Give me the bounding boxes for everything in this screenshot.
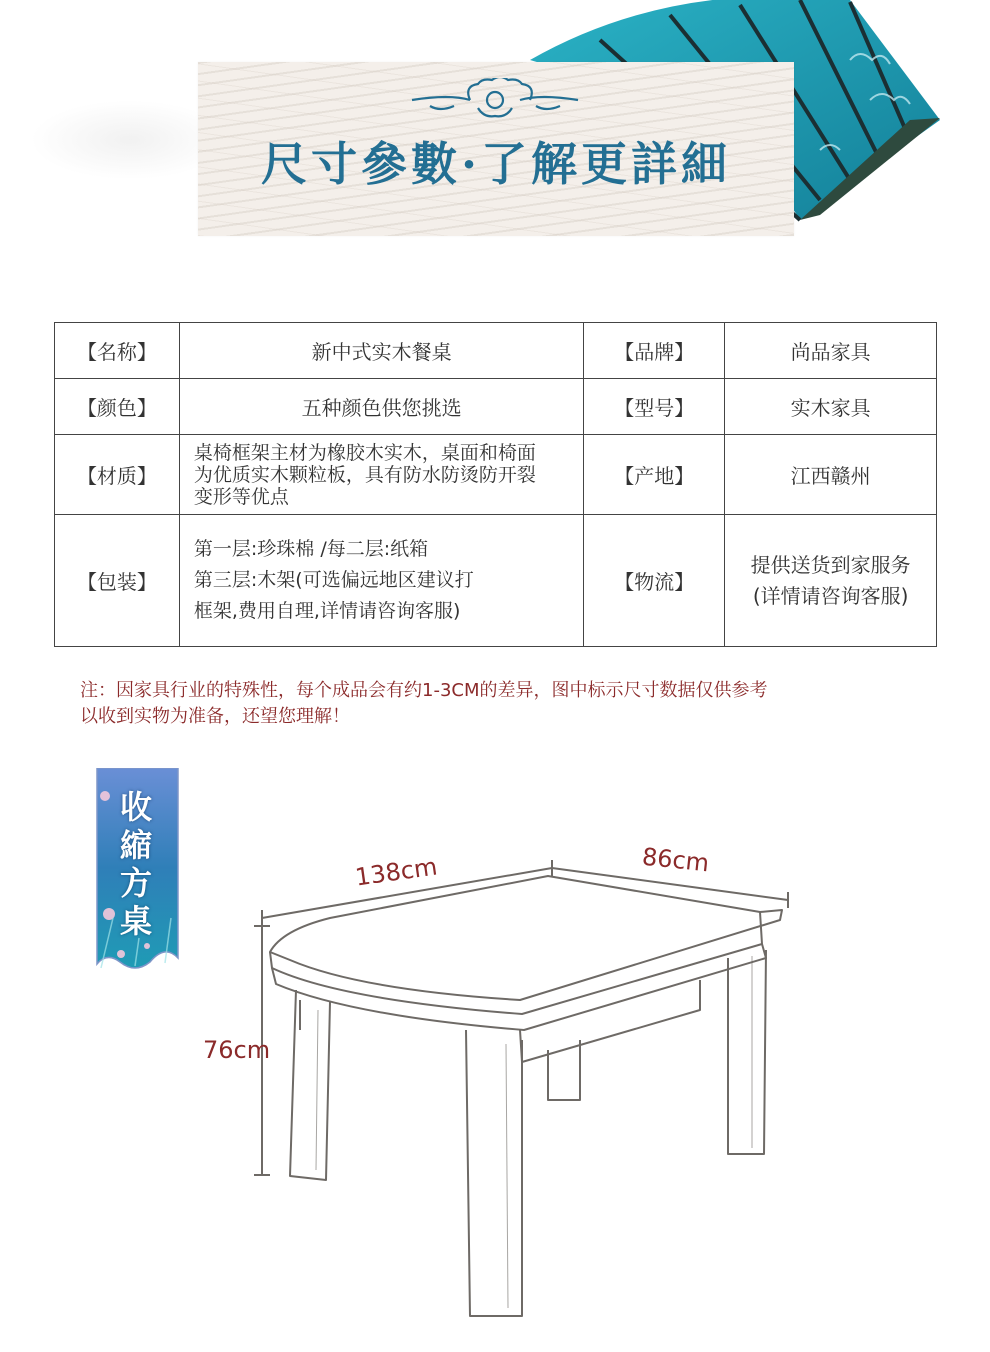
dining-table-illustration [190, 840, 830, 1340]
disclaimer-note [80, 678, 940, 730]
packaging-value [179, 515, 584, 647]
tag-char: 桌 [119, 902, 152, 940]
name-value: 新中式实木餐桌 [179, 323, 584, 379]
spec-table [54, 322, 937, 647]
model-value: 实木家具 [725, 379, 937, 435]
tag-char: 收 [119, 788, 152, 826]
logistics-line: (详情请咨询客服) [752, 583, 909, 608]
page-title: 尺寸參數·了解更詳細 [260, 137, 731, 191]
tag-char: 縮 [119, 826, 152, 864]
length-dimension-label: 138cm [353, 852, 439, 892]
auspicious-cloud-icon [410, 78, 580, 128]
origin-label: 【产地】 [584, 435, 725, 515]
brand-label: 【品牌】 [584, 323, 725, 379]
color-label: 【颜色】 [55, 379, 180, 435]
tag-char: 方 [119, 864, 152, 902]
note-line: 以收到实物为准备，还望您理解！ [80, 706, 350, 727]
table-row [55, 323, 937, 379]
brand-value: 尚品家具 [725, 323, 937, 379]
logistics-label: 【物流】 [584, 515, 725, 647]
origin-value: 江西赣州 [725, 435, 937, 515]
logistics-line: 提供送货到家服务 [750, 552, 911, 577]
tag-label [116, 788, 156, 940]
table-row [55, 435, 937, 515]
width-dimension-label: 86cm [640, 842, 711, 878]
color-value: 五种颜色供您挑选 [179, 379, 584, 435]
material-label: 【材质】 [55, 435, 180, 515]
material-value [179, 435, 584, 515]
note-line: 注：因家具行业的特殊性，每个成品会有约1-3CM的差异，图中标示尺寸数据仅供参考 [80, 680, 768, 701]
packaging-label: 【包装】 [55, 515, 180, 647]
material-line: 桌椅框架主材为橡胶木实木，桌面和椅面 [193, 441, 536, 464]
header-banner [0, 0, 990, 250]
material-line: 变形等优点 [193, 485, 289, 508]
packaging-line: 第三层:木架(可选偏远地区建议打 [193, 569, 474, 591]
logistics-value [725, 515, 937, 647]
packaging-line: 第一层:珍珠棉 /每二层:纸箱 [193, 538, 429, 560]
material-line: 为优质实木颗粒板，具有防水防烫防开裂 [193, 463, 536, 486]
name-label: 【名称】 [55, 323, 180, 379]
model-label: 【型号】 [584, 379, 725, 435]
height-dimension-label: 76cm [203, 1036, 271, 1064]
table-row [55, 379, 937, 435]
packaging-line: 框架,费用自理,详情请咨询客服) [193, 600, 461, 622]
table-row [55, 515, 937, 647]
